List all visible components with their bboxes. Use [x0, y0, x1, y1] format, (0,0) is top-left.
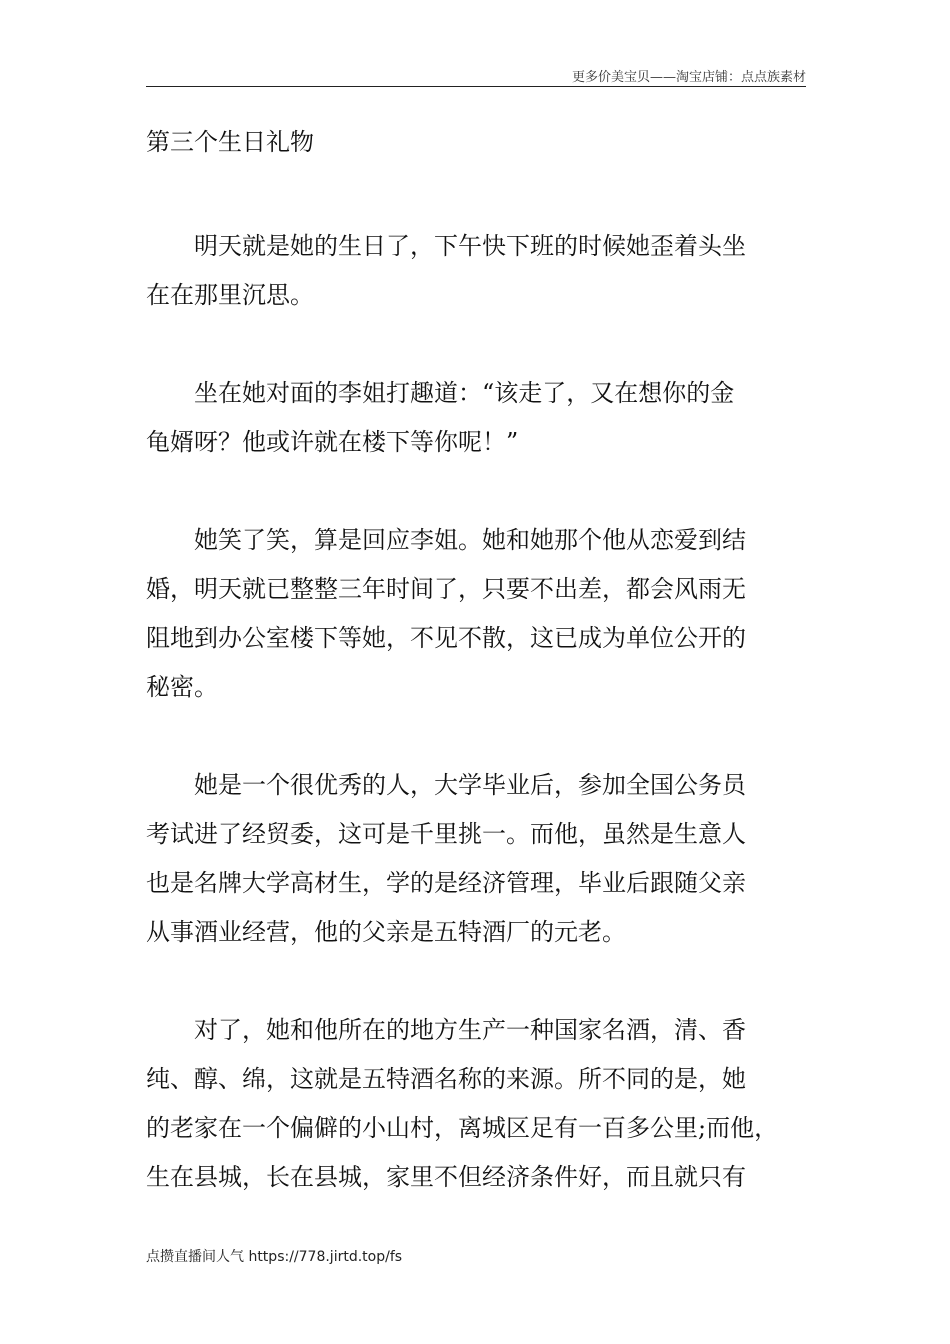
paragraph: [146, 369, 826, 467]
paragraph: [146, 222, 826, 320]
paragraph-line: 从事酒业经营，他的父亲是五特酒厂的元老。: [146, 918, 626, 946]
paragraph-line: 也是名牌大学高材生，学的是经济管理，毕业后跟随父亲: [146, 869, 746, 897]
page-header: [146, 64, 806, 87]
header-text: 更多价美宝贝——淘宝店铺：点点族素材: [571, 70, 806, 85]
paragraph-line: 考试进了经贸委，这可是千里挑一。而他，虽然是生意人: [146, 820, 746, 848]
paragraph-line: 龟婿呀？他或许就在楼下等你呢！”: [146, 428, 519, 456]
paragraph-line: 生在县城，长在县城，家里不但经济条件好，而且就只有: [146, 1163, 746, 1191]
paragraph-line: 纯、醇、绵，这就是五特酒名称的来源。所不同的是，她: [146, 1065, 746, 1093]
paragraph-line: 在在那里沉思。: [146, 281, 314, 309]
document-title: 第三个生日礼物: [146, 128, 314, 156]
paragraph-line: 对了，她和他所在的地方生产一种国家名酒，清、香: [194, 1016, 746, 1044]
paragraph: [146, 1006, 826, 1202]
paragraph-line: 明天就是她的生日了，下午快下班的时候她歪着头坐: [194, 232, 746, 260]
paragraph: [146, 516, 826, 712]
page-footer: 点攒直播间人气 https://778.jirtd.top/fs: [146, 1249, 403, 1265]
paragraph-line: 阻地到办公室楼下等她，不见不散，这已成为单位公开的: [146, 624, 746, 652]
paragraph: [146, 761, 826, 957]
document-body: [146, 222, 826, 1251]
paragraph-line: 她是一个很优秀的人，大学毕业后，参加全国公务员: [194, 771, 746, 799]
paragraph-line: 坐在她对面的李姐打趣道：“该走了，又在想你的金: [194, 379, 735, 407]
paragraph-line: 的老家在一个偏僻的小山村，离城区足有一百多公里;而他，: [146, 1114, 779, 1142]
paragraph-line: 婚，明天就已整整三年时间了，只要不出差，都会风雨无: [146, 575, 746, 603]
paragraph-line: 她笑了笑，算是回应李姐。她和她那个他从恋爱到结: [194, 526, 746, 554]
paragraph-line: 秘密。: [146, 673, 218, 701]
